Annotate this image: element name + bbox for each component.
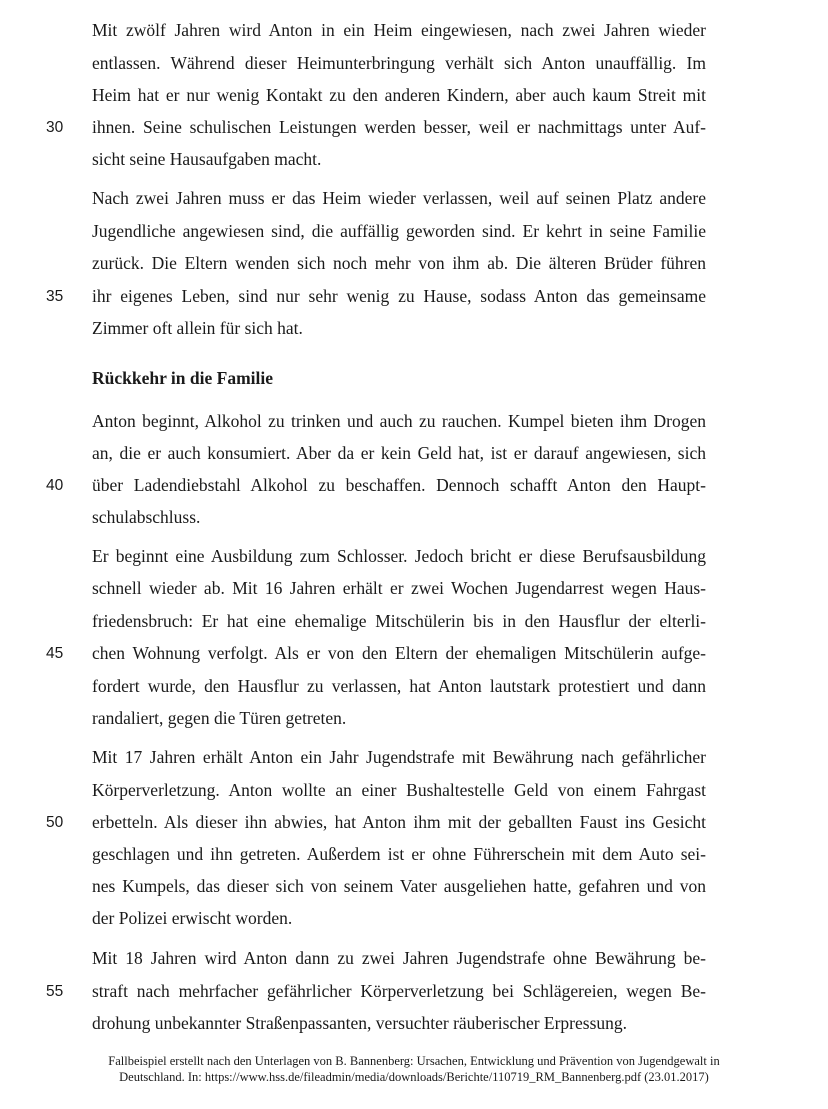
- source-footnote-line: Fallbeispiel erstellt nach den Unterlagen von B. Bannenberg: Ursachen, Entwicklung und Prävention von Jugendgewalt in: [108, 1054, 720, 1068]
- line-number: 50: [46, 814, 64, 831]
- text-line: schnell wieder ab. Mit 16 Jahren erhält er zwei Wochen Jugendarrest wegen Haus-: [92, 578, 706, 598]
- text-line: sicht seine Hausaufgaben macht.: [92, 149, 322, 169]
- text-line: der Polizei erwischt worden.: [92, 908, 293, 928]
- text-line: ihnen. Seine schulischen Leistungen werden besser, weil er nachmittags unter Auf-: [92, 117, 706, 137]
- line-number: 35: [46, 288, 64, 305]
- text-line: Anton beginnt, Alkohol zu trinken und auch zu rauchen. Kumpel bieten ihm Drogen: [92, 411, 706, 431]
- text-line: straft nach mehrfacher gefährlicher Körperverletzung bei Schlägereien, wegen Be-: [92, 981, 706, 1001]
- text-line: erbetteln. Als dieser ihn abwies, hat Anton ihm mit der geballten Faust ins Gesicht: [92, 812, 706, 832]
- line-number: 30: [46, 119, 64, 136]
- text-line: drohung unbekannter Straßenpassanten, versuchter räuberischer Erpressung.: [92, 1013, 628, 1033]
- line-number: 45: [46, 645, 64, 662]
- text-line: fordert wurde, den Hausflur zu verlassen, hat Anton lautstark protestiert und dann: [92, 676, 706, 696]
- text-line: friedensbruch: Er hat eine ehemalige Mitschülerin bis in den Hausflur der elterli-: [92, 611, 706, 631]
- text-line: Nach zwei Jahren muss er das Heim wieder verlassen, weil auf seinen Platz andere: [92, 188, 706, 208]
- text-line: Körperverletzung. Anton wollte an einer Bushaltestelle Geld von einem Fahrgast: [92, 780, 706, 800]
- text-line: randaliert, gegen die Türen getreten.: [92, 708, 347, 728]
- text-line: Zimmer oft allein für sich hat.: [92, 318, 303, 338]
- text-line: Jugendliche angewiesen sind, die auffällig geworden sind. Er kehrt in seine Familie: [92, 221, 706, 241]
- text-line: Er beginnt eine Ausbildung zum Schlosser. Jedoch bricht er diese Berufsausbildung: [92, 546, 706, 566]
- section-heading: Rückkehr in die Familie: [92, 368, 274, 388]
- text-line: Mit zwölf Jahren wird Anton in ein Heim eingewiesen, nach zwei Jahren wieder: [92, 20, 706, 40]
- text-line: geschlagen und ihn getreten. Außerdem ist er ohne Führerschein mit dem Auto sei-: [92, 844, 706, 864]
- line-number: 40: [46, 477, 64, 494]
- line-number: 55: [46, 983, 64, 1000]
- text-line: nes Kumpels, das dieser sich von seinem Vater ausgeliehen hatte, gefahren und von: [92, 876, 706, 896]
- text-line: entlassen. Während dieser Heimunterbringung verhält sich Anton unauffällig. Im: [92, 53, 706, 73]
- text-line: Mit 17 Jahren erhält Anton ein Jahr Jugendstrafe mit Bewährung nach gefährlicher: [92, 747, 706, 767]
- text-line: über Ladendiebstahl Alkohol zu beschaffen. Dennoch schafft Anton den Haupt-: [92, 475, 706, 495]
- text-line: Mit 18 Jahren wird Anton dann zu zwei Jahren Jugendstrafe ohne Bewährung be-: [92, 948, 706, 968]
- text-line: zurück. Die Eltern wenden sich noch mehr von ihm ab. Die älteren Brüder führen: [92, 253, 706, 273]
- text-line: ihr eigenes Leben, sind nur sehr wenig zu Hause, sodass Anton das gemeinsame: [92, 286, 706, 306]
- text-line: schulabschluss.: [92, 507, 201, 527]
- text-line: an, die er auch konsumiert. Aber da er kein Geld hat, ist er darauf angewiesen, sich: [92, 443, 706, 463]
- text-line: chen Wohnung verfolgt. Als er von den Eltern der ehemaligen Mitschülerin aufge-: [92, 643, 706, 663]
- text-line: Heim hat er nur wenig Kontakt zu den anderen Kindern, aber auch kaum Streit mit: [92, 85, 706, 105]
- source-footnote-line: Deutschland. In: https://www.hss.de/fileadmin/media/downloads/Berichte/110719_RM_Bannenberg.pdf (23.01.2017): [119, 1070, 709, 1084]
